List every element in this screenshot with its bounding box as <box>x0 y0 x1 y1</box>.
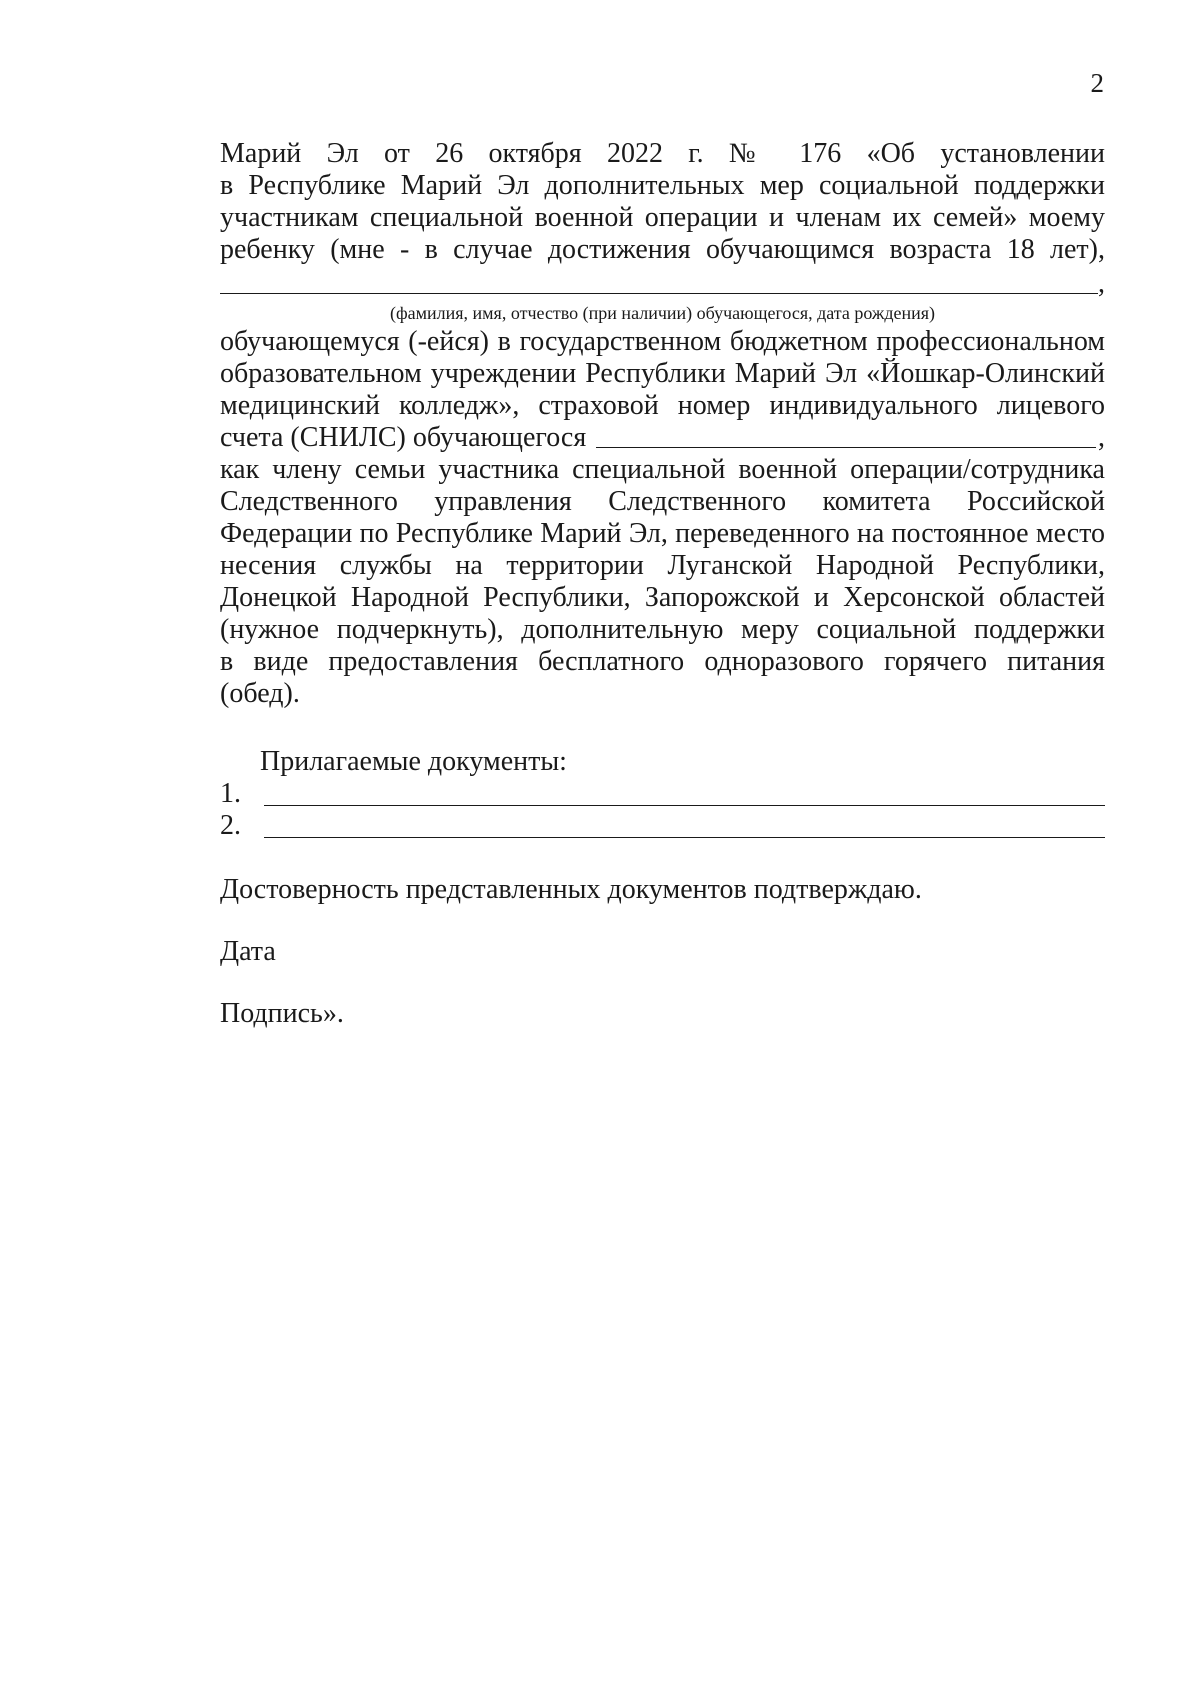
student-name-field[interactable] <box>220 266 1105 300</box>
attachments-section <box>220 746 1105 842</box>
text-line: Федерации по Республике Марий Эл, переведенного на постоянное место <box>220 518 1105 549</box>
text-line: ребенку (мне - в случае достижения обучающимся возраста 18 лет), <box>220 234 1105 265</box>
text-line: в Республике Марий Эл дополнительных мер социальной поддержки <box>220 170 1105 201</box>
paragraph-family-member <box>220 454 1105 710</box>
blank-underline <box>264 837 1105 838</box>
text-line: (обед). <box>220 678 300 709</box>
text-line: как члену семьи участника специальной военной операции/сотрудника <box>220 454 1105 485</box>
page-number: 2 <box>1090 68 1104 98</box>
field-suffix: , <box>1098 422 1105 453</box>
text-line: в виде предоставления бесплатного одноразового горячего питания <box>220 646 1105 677</box>
text-line: (нужное подчеркнуть), дополнительную меру социальной поддержки <box>220 614 1105 645</box>
signature-label: Подпись». <box>220 998 344 1029</box>
snils-label: счета (СНИЛС) обучающегося <box>220 422 587 453</box>
document-body <box>220 138 1105 1030</box>
text-line: образовательном учреждении Республики Марий Эл «Йошкар-Олинский <box>220 358 1105 389</box>
attachment-number: 2. <box>220 810 241 841</box>
text-line: Донецкой Народной Республики, Запорожской и Херсонской областей <box>220 582 1105 613</box>
blank-underline <box>220 293 1098 294</box>
date-label: Дата <box>220 936 276 967</box>
field-suffix: , <box>1098 268 1105 299</box>
paragraph-institution <box>220 326 1105 454</box>
attachments-heading: Прилагаемые документы: <box>260 746 567 777</box>
text-line: участникам специальной военной операции и членам их семей» моему <box>220 202 1105 233</box>
text-line: Марий Эл от 26 октября 2022 г. № 176 «Об установлении <box>220 138 1105 169</box>
paragraph-reference <box>220 138 1105 266</box>
blank-underline <box>264 805 1105 806</box>
text-line: медицинский колледж», страховой номер индивидуального лицевого <box>220 390 1105 421</box>
attachment-number: 1. <box>220 778 241 809</box>
snils-field[interactable] <box>220 422 1105 454</box>
attachment-item-2[interactable] <box>220 810 1105 842</box>
confirmation-statement: Достоверность представленных документов подтверждаю. <box>220 874 922 905</box>
text-line: Следственного управления Следственного комитета Российской <box>220 486 1105 517</box>
attachment-item-1[interactable] <box>220 778 1105 810</box>
text-line: обучающемуся (-ейся) в государственном бюджетном профессиональном <box>220 326 1105 357</box>
student-name-caption: (фамилия, имя, отчество (при наличии) обучающегося, дата рождения) <box>389 303 936 323</box>
text-line: несения службы на территории Луганской Народной Республики, <box>220 550 1105 581</box>
blank-underline <box>596 447 1096 448</box>
